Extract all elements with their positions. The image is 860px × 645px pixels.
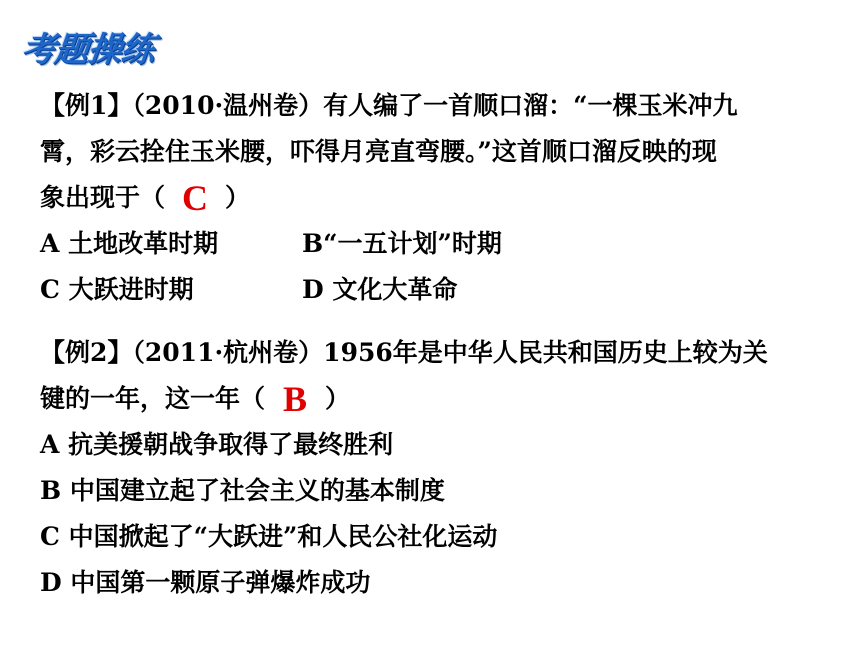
question-2-option-a: A 抗美援朝战争取得了最终胜利 xyxy=(40,430,394,459)
question-1-stem-line-3 xyxy=(40,175,852,221)
slide-title: 考题操练 xyxy=(19,30,156,70)
question-1-stem-line-2: 霄，彩云拴住玉米腰，吓得月亮直弯腰。”这首顺口溜反映的现 xyxy=(40,137,717,166)
question-1-stem-line-1: 【例1】（2010·温州卷）有人编了一首顺口溜：“一棵玉米冲九 xyxy=(40,91,738,120)
question-2-stem-line-1: 【例2】（2011·杭州卷）1956年是中华人民共和国历史上较为关 xyxy=(40,338,768,367)
question-1-option-b: B“一五计划”时期 xyxy=(302,229,502,258)
question-2-option-b: B 中国建立起了社会主义的基本制度 xyxy=(40,476,445,505)
question-2-option-d: D 中国第一颗原子弹爆炸成功 xyxy=(40,568,371,597)
question-1-option-a: A 土地改革时期 xyxy=(40,229,219,258)
question-2-answer: B xyxy=(283,379,308,419)
question-1-option-d: D 文化大革命 xyxy=(302,275,458,304)
question-2-stem-line-2 xyxy=(40,376,852,422)
question-2-option-c: C 中国掀起了“大跃进”和人民公社化运动 xyxy=(40,522,498,551)
question-1 xyxy=(40,83,852,313)
question-2-paren-close: ） xyxy=(325,384,351,413)
question-1-options-row-1 xyxy=(40,221,852,267)
question-1-stem-end: 象出现于（ xyxy=(40,183,166,212)
question-1-answer: C xyxy=(182,178,209,218)
question-1-paren-close: ） xyxy=(225,183,251,212)
question-2-stem-end: 键的一年，这一年（ xyxy=(40,384,266,413)
question-1-options-row-2 xyxy=(40,267,852,313)
question-2 xyxy=(40,330,852,606)
question-1-option-c: C 大跃进时期 xyxy=(40,275,194,304)
